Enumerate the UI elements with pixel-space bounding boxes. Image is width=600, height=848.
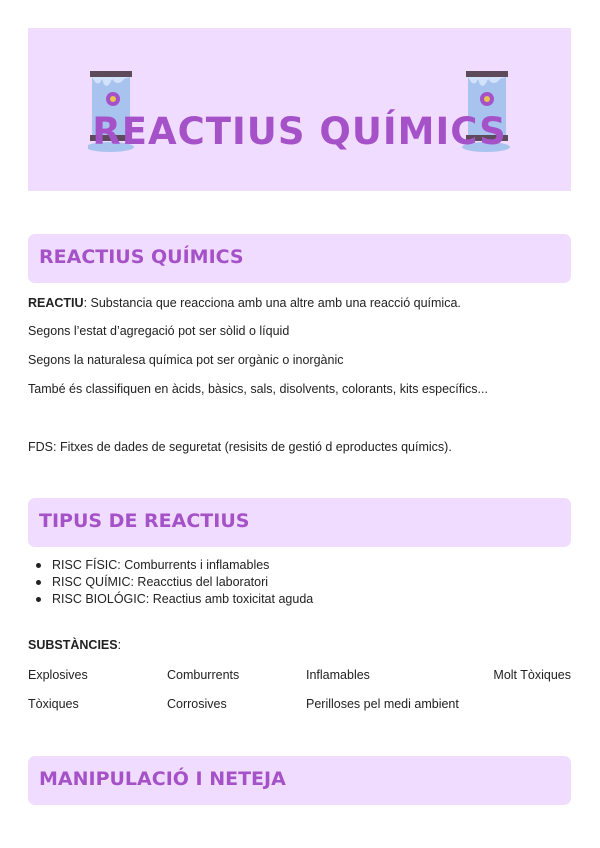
list-item: RISC BIOLÓGIC: Reactius amb toxicitat aguda: [34, 591, 313, 608]
risk-list: [34, 557, 313, 608]
section-title: REACTIUS QUÍMICS: [39, 246, 244, 268]
title-banner: [28, 28, 571, 191]
list-item: RISC FÍSIC: Comburrents i inflamables: [34, 557, 313, 574]
fds-note: FDS: Fitxes de dades de seguretat (resisits de gestió d eproductes químics).: [28, 440, 452, 454]
substance-item: Inflamables: [306, 668, 370, 682]
paragraph: Segons l’estat d’agregació pot ser sòlid o líquid: [28, 324, 290, 338]
section-header-tipus: [28, 498, 571, 547]
section-title: TIPUS DE REACTIUS: [39, 510, 250, 532]
reactiu-def: : Substancia que reacciona amb una altre amb una reacció química.: [83, 296, 461, 310]
paragraph: Segons la naturalesa química pot ser orgànic o inorgànic: [28, 353, 344, 367]
substance-item: Corrosives: [167, 697, 227, 711]
substance-item: Explosives: [28, 668, 88, 682]
section-header-manipulacio: [28, 756, 571, 805]
substance-item: Perilloses pel medi ambient: [306, 697, 459, 711]
substances-label: SUBSTÀNCIES:: [28, 638, 122, 652]
section-header-reactius: [28, 234, 571, 283]
reactiu-definition: [28, 296, 461, 310]
reactiu-term: REACTIU: [28, 296, 84, 310]
paragraph: També és classifiquen en àcids, bàsics, sals, disolvents, colorants, kits específics...: [28, 382, 488, 396]
list-item: RISC QUÍMIC: Reacctius del laboratori: [34, 574, 313, 591]
substance-item: Comburrents: [167, 668, 240, 682]
substance-item: Tòxiques: [28, 697, 79, 711]
section-title: MANIPULACIÓ I NETEJA: [39, 768, 286, 790]
banner-title: REACTIUS QUÍMICS: [92, 110, 507, 153]
substance-item: Molt Tòxiques: [493, 668, 571, 682]
